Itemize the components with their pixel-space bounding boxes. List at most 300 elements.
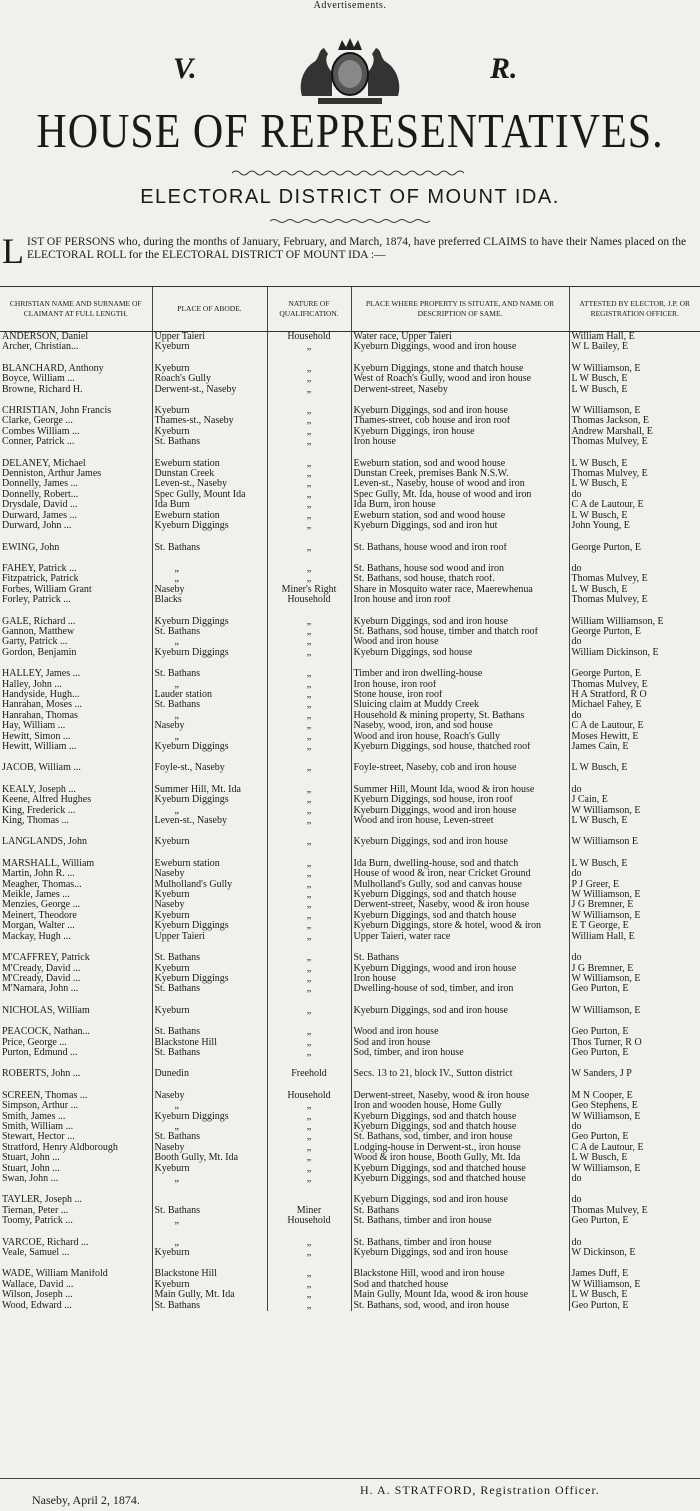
abode: St. Bathans	[152, 627, 267, 637]
group-spacer	[0, 1058, 700, 1069]
table-row	[0, 1248, 700, 1258]
qualification: „	[267, 890, 351, 900]
qualification: „	[267, 1122, 351, 1132]
spacer-cell	[267, 752, 351, 763]
attested-by: Geo Stephens, E	[569, 1101, 700, 1111]
table-row	[0, 669, 700, 679]
table-row	[0, 364, 700, 374]
claimant-name: Wood, Edward ...	[2, 1300, 72, 1311]
attested-by: Geo Purton, E	[569, 1132, 700, 1142]
table-row	[0, 795, 700, 805]
spacer-cell	[267, 848, 351, 859]
qualification: „	[267, 785, 351, 795]
property: St. Bathans	[351, 953, 569, 963]
property: West of Roach's Gully, wood and iron house	[351, 374, 569, 384]
abode: Blacks	[152, 595, 267, 605]
table-row	[0, 974, 700, 984]
abode: Naseby	[152, 585, 267, 595]
attested-by: L W Busch, E	[569, 459, 700, 469]
spacer-cell	[569, 942, 700, 953]
section-header: Advertisements.	[313, 0, 387, 11]
qualification: „	[267, 1038, 351, 1048]
table-row	[0, 1195, 700, 1205]
claimant-name: Hewitt, Simon ...	[2, 731, 71, 742]
col-qualification: NATURE OF QUALIFICATION.	[267, 287, 351, 332]
claimant-name: Tiernan, Peter ...	[2, 1205, 69, 1216]
claimant-name: PEACOCK, Nathan...	[2, 1027, 91, 1038]
attested-by: do	[569, 711, 700, 721]
abode: Roach's Gully	[152, 374, 267, 384]
abode: „	[152, 806, 267, 816]
property: Wood and iron house	[351, 637, 569, 647]
abode: „	[152, 574, 267, 584]
qualification: „	[267, 837, 351, 847]
abode: St. Bathans	[152, 1132, 267, 1142]
table-row	[0, 637, 700, 647]
spacer-cell	[152, 848, 267, 859]
property: Iron house	[351, 974, 569, 984]
claimant-name: MARSHALL, William	[2, 858, 95, 869]
abode: Kyeburn	[152, 964, 267, 974]
claimant-name: M'CAFFREY, Patrick	[2, 953, 90, 964]
property: Kyeburn Diggings, wood and iron house	[351, 806, 569, 816]
table-row	[0, 648, 700, 658]
qualification: „	[267, 859, 351, 869]
table-row	[0, 900, 700, 910]
spacer-cell	[0, 995, 152, 1006]
table-row	[0, 732, 700, 742]
abode: St. Bathans	[152, 669, 267, 679]
qualification: „	[267, 900, 351, 910]
abode: Kyeburn Diggings	[152, 974, 267, 984]
abode: Mulholland's Gully	[152, 880, 267, 890]
spacer-cell	[569, 553, 700, 564]
qualification: „	[267, 700, 351, 710]
group-spacer	[0, 448, 700, 459]
spacer-cell	[152, 448, 267, 459]
qualification: „	[267, 574, 351, 584]
spacer-cell	[351, 1227, 569, 1238]
qualification: „	[267, 1132, 351, 1142]
qualification: „	[267, 543, 351, 553]
property: Kyeburn Diggings, stone and thatch house	[351, 364, 569, 374]
abode: „	[152, 1101, 267, 1111]
attested-by: do	[569, 869, 700, 879]
spacer-cell	[152, 532, 267, 543]
table-row	[0, 1112, 700, 1122]
table-row	[0, 680, 700, 690]
spacer-cell	[267, 1184, 351, 1195]
property: Derwent-street, Naseby	[351, 385, 569, 395]
spacer-cell	[351, 1184, 569, 1195]
table-row	[0, 711, 700, 721]
abode: Kyeburn	[152, 1006, 267, 1016]
property: Iron house, iron roof	[351, 680, 569, 690]
qualification: „	[267, 880, 351, 890]
claimant-name: Hanrahan, Thomas	[2, 710, 78, 721]
claimant-name: EWING, John	[2, 542, 60, 553]
abode: Kyeburn Diggings	[152, 648, 267, 658]
attested-by: Thomas Mulvey, E	[569, 437, 700, 447]
table-row	[0, 964, 700, 974]
claimant-name: Smith, William ...	[2, 1121, 74, 1132]
qualification: „	[267, 1048, 351, 1058]
property: Share in Mosquito water race, Maerewhenua	[351, 585, 569, 595]
qualification: „	[267, 690, 351, 700]
property: Kyeburn Diggings, sod and thatched house	[351, 1174, 569, 1184]
qualification: Household	[267, 1091, 351, 1101]
property: Kyeburn Diggings, sod and iron hut	[351, 521, 569, 531]
spacer-cell	[267, 606, 351, 617]
claimant-name: FAHEY, Patrick ...	[2, 563, 77, 574]
qualification: „	[267, 984, 351, 994]
spacer-cell	[0, 848, 152, 859]
qualification: „	[267, 1269, 351, 1279]
attested-by: William Hall, E	[569, 932, 700, 942]
property: Kyeburn Diggings, sod and thatch house	[351, 890, 569, 900]
qualification: „	[267, 490, 351, 500]
attested-by: George Purton, E	[569, 543, 700, 553]
attested-by: do	[569, 564, 700, 574]
claimant-name: Menzies, George ...	[2, 900, 81, 911]
table-row	[0, 521, 700, 531]
spacer-cell	[267, 658, 351, 669]
property: Kyeburn Diggings, wood and iron house	[351, 964, 569, 974]
qualification: „	[267, 816, 351, 826]
attested-by: Thomas Mulvey, E	[569, 574, 700, 584]
property: Iron house	[351, 437, 569, 447]
abode: Kyeburn	[152, 1248, 267, 1258]
spacer-cell	[569, 1080, 700, 1091]
abode: Lauder station	[152, 690, 267, 700]
attested-by: George Purton, E	[569, 627, 700, 637]
abode: St. Bathans	[152, 700, 267, 710]
spacer-cell	[267, 532, 351, 543]
property: Kyeburn Diggings, sod and iron house	[351, 1195, 569, 1205]
claimant-name: ANDERSON, Daniel	[2, 331, 89, 342]
abode: Kyeburn	[152, 364, 267, 374]
attested-by: W Williamson, E	[569, 1164, 700, 1174]
attested-by: Thomas Mulvey, E	[569, 680, 700, 690]
attested-by: Thomas Mulvey, E	[569, 469, 700, 479]
attested-by: John Young, E	[569, 521, 700, 531]
spacer-cell	[0, 1184, 152, 1195]
qualification: „	[267, 763, 351, 773]
attested-by: C A de Lautour, E	[569, 721, 700, 731]
attested-by: H A Stratford, R O	[569, 690, 700, 700]
claimant-name: Donnelly, Robert...	[2, 489, 79, 500]
property: Kyeburn Diggings, sod and iron house	[351, 837, 569, 847]
abode: Summer Hill, Mt. Ida	[152, 785, 267, 795]
property: Wood & iron house, Booth Gully, Mt. Ida	[351, 1153, 569, 1163]
qualification: „	[267, 500, 351, 510]
spacer-cell	[152, 774, 267, 785]
qualification: „	[267, 1280, 351, 1290]
spacer-cell	[569, 1227, 700, 1238]
qualification: „	[267, 1301, 351, 1311]
spacer-cell	[351, 1016, 569, 1027]
table-row	[0, 1006, 700, 1016]
table-row	[0, 763, 700, 773]
property: Naseby, wood, iron, and sod house	[351, 721, 569, 731]
spacer-cell	[351, 848, 569, 859]
spacer-cell	[152, 752, 267, 763]
attested-by: L W Busch, E	[569, 479, 700, 489]
attested-by: Thos Turner, R O	[569, 1038, 700, 1048]
property: Blackstone Hill, wood and iron house	[351, 1269, 569, 1279]
spacer-cell	[267, 826, 351, 837]
qualification: „	[267, 627, 351, 637]
table-row	[0, 500, 700, 510]
claimant-name: CHRISTIAN, John Francis	[2, 406, 112, 417]
spacer-cell	[569, 1058, 700, 1069]
property: Main Gully, Mount Ida, wood & iron house	[351, 1290, 569, 1300]
spacer-cell	[569, 826, 700, 837]
table-row	[0, 1027, 700, 1037]
attested-by: Moses Hewitt, E	[569, 732, 700, 742]
qualification: Household	[267, 595, 351, 605]
table-row	[0, 427, 700, 437]
property: Wood and iron house	[351, 1027, 569, 1037]
spacer-cell	[267, 1258, 351, 1269]
table-row	[0, 1216, 700, 1226]
table-row	[0, 490, 700, 500]
table-row	[0, 374, 700, 384]
qualification: Household	[267, 332, 351, 343]
qualification: „	[267, 1153, 351, 1163]
group-spacer	[0, 848, 700, 859]
qualification: „	[267, 974, 351, 984]
property: Kyeburn Diggings, iron house	[351, 427, 569, 437]
spacer-cell	[351, 1058, 569, 1069]
qualification: „	[267, 911, 351, 921]
property: Kyeburn Diggings, sod and thatched house	[351, 1164, 569, 1174]
attested-by: do	[569, 1195, 700, 1205]
property: St. Bathans	[351, 1206, 569, 1216]
abode: Derwent-st., Naseby	[152, 385, 267, 395]
abode: St. Bathans	[152, 1206, 267, 1216]
property: Derwent-street, Naseby, wood & iron house	[351, 900, 569, 910]
attested-by: W Williamson, E	[569, 1006, 700, 1016]
spacer-cell	[267, 942, 351, 953]
spacer-cell	[0, 553, 152, 564]
attested-by: do	[569, 1174, 700, 1184]
claimant-name: Durward, James ...	[2, 510, 77, 521]
abode: „	[152, 711, 267, 721]
abode: Upper Taieri	[152, 332, 267, 343]
qualification: „	[267, 806, 351, 816]
spacer-cell	[0, 606, 152, 617]
abode: Kyeburn	[152, 406, 267, 416]
spacer-cell	[0, 658, 152, 669]
qualification: „	[267, 406, 351, 416]
attested-by: Geo Purton, E	[569, 1301, 700, 1311]
property: St. Bathans, sod, wood, and iron house	[351, 1301, 569, 1311]
attested-by: do	[569, 953, 700, 963]
spacer-cell	[351, 1080, 569, 1091]
col-property: PLACE WHERE PROPERTY IS SITUATE, AND NAME OR DESCRIPTION OF SAME.	[351, 287, 569, 332]
property: Stone house, iron roof	[351, 690, 569, 700]
qualification: „	[267, 921, 351, 931]
claimant-name: WADE, William Manifold	[2, 1269, 108, 1280]
abode: St. Bathans	[152, 1301, 267, 1311]
spacer-cell	[267, 1227, 351, 1238]
abode: St. Bathans	[152, 953, 267, 963]
abode: Foyle-st., Naseby	[152, 763, 267, 773]
spacer-cell	[152, 1184, 267, 1195]
table-row	[0, 721, 700, 731]
attested-by: Michael Fahey, E	[569, 700, 700, 710]
spacer-cell	[152, 553, 267, 564]
claimants-table	[0, 286, 700, 1311]
district-underline	[0, 216, 700, 226]
qualification	[267, 1195, 351, 1205]
spacer-cell	[351, 353, 569, 364]
spacer-cell	[0, 826, 152, 837]
property: Dunstan Creek, premises Bank N.S.W.	[351, 469, 569, 479]
qualification: „	[267, 385, 351, 395]
table-row	[0, 1280, 700, 1290]
claimant-name: M'Namara, John ...	[2, 984, 79, 995]
claimant-name: Hay, William ...	[2, 721, 66, 732]
spacer-cell	[152, 1258, 267, 1269]
group-spacer	[0, 606, 700, 617]
claimant-name: Wilson, Joseph ...	[2, 1290, 73, 1301]
property: Dwelling-house of sod, timber, and iron	[351, 984, 569, 994]
spacer-cell	[152, 942, 267, 953]
group-spacer	[0, 1016, 700, 1027]
property: Wood and iron house, Roach's Gully	[351, 732, 569, 742]
abode: „	[152, 1122, 267, 1132]
qualification: „	[267, 742, 351, 752]
abode: Kyeburn Diggings	[152, 1112, 267, 1122]
royal-cypher-v: V.	[173, 52, 197, 85]
table-row	[0, 1038, 700, 1048]
abode: Naseby	[152, 1143, 267, 1153]
table-row	[0, 953, 700, 963]
attested-by: L W Busch, E	[569, 511, 700, 521]
spacer-cell	[351, 995, 569, 1006]
group-spacer	[0, 995, 700, 1006]
table-row	[0, 595, 700, 605]
qualification: „	[267, 364, 351, 374]
claimant-name: Martin, John R. ...	[2, 869, 75, 880]
qualification: „	[267, 564, 351, 574]
property: Thames-street, cob house and iron roof	[351, 416, 569, 426]
spacer-cell	[0, 1258, 152, 1269]
spacer-cell	[0, 1058, 152, 1069]
property: Foyle-street, Naseby, cob and iron house	[351, 763, 569, 773]
qualification: „	[267, 459, 351, 469]
attested-by: C A de Lautour, E	[569, 500, 700, 510]
property: Upper Taieri, water race	[351, 932, 569, 942]
claimant-name: Veale, Samuel ...	[2, 1248, 70, 1259]
spacer-cell	[267, 353, 351, 364]
spacer-cell	[267, 774, 351, 785]
property: Secs. 13 to 21, block IV., Sutton district	[351, 1069, 569, 1079]
group-spacer	[0, 826, 700, 837]
abode: Main Gully, Mt. Ida	[152, 1290, 267, 1300]
table-row	[0, 479, 700, 489]
spacer-cell	[569, 606, 700, 617]
property: Iron house and iron roof	[351, 595, 569, 605]
abode: Dunedin	[152, 1069, 267, 1079]
group-spacer	[0, 774, 700, 785]
abode: „	[152, 1238, 267, 1248]
table-row	[0, 911, 700, 921]
claimant-name: HALLEY, James ...	[2, 669, 81, 680]
qualification: „	[267, 953, 351, 963]
claimant-name: Stewart, Hector ...	[2, 1132, 75, 1143]
group-spacer	[0, 658, 700, 669]
attested-by: do	[569, 785, 700, 795]
qualification: „	[267, 1174, 351, 1184]
claimant-name: M'Cready, David ...	[2, 973, 81, 984]
qualification: „	[267, 795, 351, 805]
attested-by: W Williamson, E	[569, 1112, 700, 1122]
claimant-name: VARCOE, Richard ...	[2, 1237, 89, 1248]
claimant-name: King, Frederick ...	[2, 805, 76, 816]
abode: St. Bathans	[152, 437, 267, 447]
qualification: „	[267, 1290, 351, 1300]
spacer-cell	[351, 532, 569, 543]
qualification: Miner's Right	[267, 585, 351, 595]
title-underline	[0, 168, 700, 178]
abode: „	[152, 564, 267, 574]
claimant-name: Archer, Christian...	[2, 342, 79, 353]
abode: Upper Taieri	[152, 932, 267, 942]
property: Eweburn station, sod and wood house	[351, 459, 569, 469]
claimant-name: Smith, James ...	[2, 1111, 66, 1122]
spacer-cell	[152, 995, 267, 1006]
qualification: „	[267, 648, 351, 658]
abode: Naseby	[152, 900, 267, 910]
table-row	[0, 1301, 700, 1311]
abode: Blackstone Hill	[152, 1269, 267, 1279]
group-spacer	[0, 353, 700, 364]
property: Kyeburn Diggings, sod and iron house	[351, 1248, 569, 1258]
property: Kyeburn Diggings, wood and iron house	[351, 342, 569, 352]
spacer-cell	[267, 1016, 351, 1027]
attested-by: W Williamson, E	[569, 974, 700, 984]
abode: Kyeburn	[152, 427, 267, 437]
table-row	[0, 406, 700, 416]
abode: „	[152, 1174, 267, 1184]
table-row	[0, 700, 700, 710]
table-row	[0, 342, 700, 352]
abode: Kyeburn	[152, 890, 267, 900]
group-spacer	[0, 752, 700, 763]
claimant-name: Simpson, Arthur ...	[2, 1101, 79, 1112]
claimant-name: Swan, John ...	[2, 1174, 59, 1184]
table-row	[0, 585, 700, 595]
property: Wood and iron house, Leven-street	[351, 816, 569, 826]
attested-by: Geo Purton, E	[569, 1027, 700, 1037]
spacer-cell	[351, 1258, 569, 1269]
claimant-name: Hanrahan, Moses ...	[2, 700, 82, 711]
spacer-cell	[0, 532, 152, 543]
table-row	[0, 785, 700, 795]
abode: Kyeburn	[152, 911, 267, 921]
property: Ida Burn, iron house	[351, 500, 569, 510]
attested-by: L W Busch, E	[569, 1290, 700, 1300]
spacer-cell	[152, 1058, 267, 1069]
claimant-name: Hewitt, William ...	[2, 742, 77, 752]
qualification: „	[267, 964, 351, 974]
property: Kyeburn Diggings, sod and iron house	[351, 406, 569, 416]
spacer-cell	[267, 1080, 351, 1091]
registration-officer: H. A. STRATFORD, Registration Officer.	[360, 1483, 600, 1497]
